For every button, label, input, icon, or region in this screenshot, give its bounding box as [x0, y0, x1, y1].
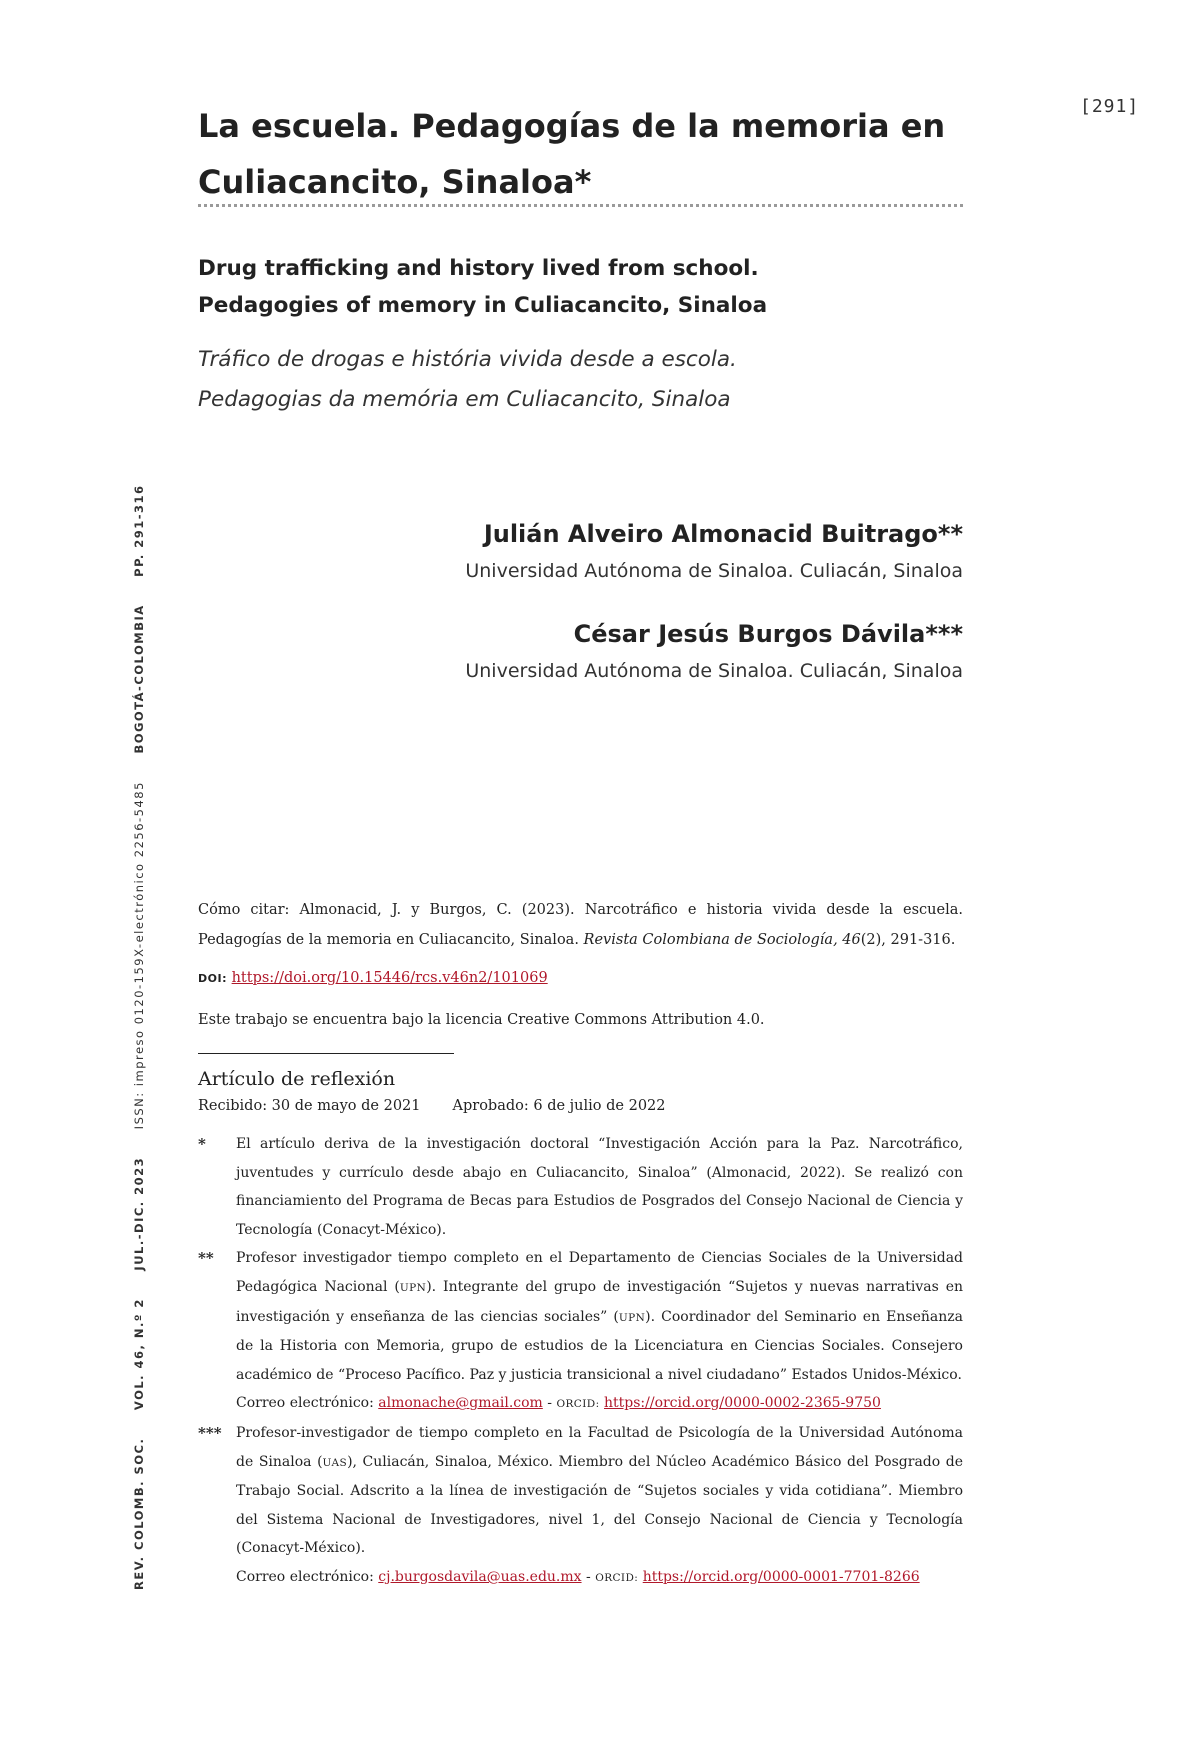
contact-line: Correo electrónico: almonache@gmail.com - ORCID: https://orcid.org/0000-0002-2365-9750	[236, 1395, 881, 1412]
author-name-1: Julián Alveiro Almonacid Buitrago**	[483, 520, 963, 548]
citation-text: Cómo citar: Almonacid, J. y Burgos, C. (2023). Narcotráfico e historia vivida desde la escuela. Pedagogías de la memoria en Culiacancito, Sinaloa.	[198, 902, 963, 948]
title-english-line1: Drug trafficking and history lived from school.	[198, 256, 759, 281]
footnote-3	[198, 1419, 963, 1593]
title-portuguese	[198, 340, 978, 420]
article-type: Artículo de reflexión	[198, 1068, 396, 1090]
approved-date: Aprobado: 6 de julio de 2022	[452, 1098, 666, 1114]
journal-pages: PP. 291-316	[132, 484, 146, 577]
footnote-mark: **	[198, 1249, 214, 1268]
doi-label: DOI:	[198, 972, 227, 985]
footnote-text: ), Culiacán, Sinaloa, México. Miembro del Núcleo Académico Básico del Posgrado de Trabajo Social. Adscrito a la línea de investigación de “Sujetos sociales y vida cotidiana”. Miembro del Sistema Nacional de Investigadores, nivel 1, del Consejo Nacional de Ciencia y Tecnología (Conacyt-México).	[236, 1453, 964, 1557]
footnote-abbr: UPN	[618, 1311, 646, 1324]
journal-volume: VOL. 46, N.º 2	[132, 1298, 146, 1411]
author-affiliation-2: Universidad Autónoma de Sinaloa. Culiacán, Sinaloa	[465, 660, 963, 682]
footnote-text: Profesor investigador tiempo completo en el Departamento de Ciencias Sociales de la Universidad Pedagógica Nacional (	[236, 1250, 963, 1295]
footnote-abbr: UAS	[322, 1456, 348, 1469]
author-affiliation-1: Universidad Autónoma de Sinaloa. Culiacán, Sinaloa	[465, 560, 963, 582]
received-date: Recibido: 30 de mayo de 2021	[198, 1098, 421, 1114]
author-block	[400, 512, 963, 712]
article-dates	[198, 1098, 666, 1114]
footnote-text: El artículo deriva de la investigación doctoral “Investigación Acción para la Paz. Narcotráfico, juventudes y currículo desde abajo en Culiacancito, Sinaloa” (Almonacid, 2022). Se realizó con financiamiento del Programa de Becas para Estudios de Posgrados del Consejo Nacional de Ciencia y Tecnología (Conacyt-México).	[236, 1136, 963, 1238]
contact-line: Correo electrónico: cj.burgosdavila@uas.edu.mx - ORCID: https://orcid.org/0000-0001-7701-8266	[236, 1568, 920, 1585]
citation-volume: , 46	[833, 932, 861, 948]
doi-link[interactable]: https://doi.org/10.15446/rcs.v46n2/101069	[231, 970, 548, 986]
footnote-mark: ***	[198, 1423, 222, 1442]
footnote-text: Profesor-investigador de tiempo completo en la Facultad de Psicología de la Universidad Autónoma de Sinaloa (	[236, 1424, 963, 1470]
article-title	[198, 98, 978, 210]
orcid-link[interactable]: https://orcid.org/0000-0001-7701-8266	[642, 1568, 920, 1585]
doi-line	[198, 970, 963, 986]
title-portuguese-line2: Pedagogias da memória em Culiacancito, Sinaloa	[198, 387, 731, 412]
title-dotted-divider	[198, 204, 963, 207]
email-link[interactable]: cj.burgosdavila@uas.edu.mx	[378, 1568, 582, 1585]
article-title-line1: La escuela. Pedagogías de la memoria en	[198, 107, 946, 145]
license-note: Este trabajo se encuentra bajo la licencia Creative Commons Attribution 4.0.	[198, 1012, 765, 1028]
footnote-mark: *	[198, 1135, 206, 1153]
journal-abbrev: REV. COLOMB. SOC.	[132, 1437, 146, 1590]
page-number: [291]	[1080, 96, 1140, 117]
footnote-1	[198, 1130, 963, 1244]
email-label: Correo electrónico:	[236, 1395, 379, 1412]
citation-journal: Revista Colombiana de Sociología	[583, 932, 834, 948]
footnote-abbr: UPN	[399, 1281, 427, 1294]
footnote-2	[198, 1244, 963, 1419]
title-portuguese-line1: Tráfico de drogas e história vivida desde a escola.	[198, 347, 737, 372]
section-divider	[198, 1053, 454, 1054]
email-link[interactable]: almonache@gmail.com	[378, 1395, 543, 1412]
how-to-cite	[198, 895, 963, 955]
title-english-line2: Pedagogies of memory in Culiacancito, Sinaloa	[198, 293, 768, 318]
orcid-label: ORCID:	[595, 1571, 639, 1584]
footnote-text: ). Integrante del grupo de investigación “Sujetos y nuevas narrativas en investigación y enseñanza de las ciencias sociales” (	[236, 1278, 963, 1325]
footnote-text: ). Coordinador del Seminario en Enseñanza de la Historia con Memoria, grupo de estudios de la Licenciatura en Ciencias Sociales. Consejero académico de “Proceso Pacífico. Paz y justicia transicional a nivel ciudadano” Estados Unidos-México.	[236, 1308, 963, 1383]
journal-side-strip	[132, 484, 146, 1590]
journal-issn: ISSN: impreso 0120-159X-electrónico 2256-5485	[132, 781, 146, 1130]
email-label: Correo electrónico:	[236, 1568, 379, 1585]
journal-period: JUL.-DIC. 2023	[132, 1156, 146, 1271]
footnotes	[198, 1130, 963, 1593]
article-title-line2: Culiacancito, Sinaloa*	[198, 163, 592, 201]
author-name-2: César Jesús Burgos Dávila***	[573, 620, 963, 648]
orcid-label: ORCID:	[556, 1398, 600, 1411]
title-english	[198, 250, 978, 324]
journal-city: BOGOTÁ-COLOMBIA	[132, 604, 146, 754]
orcid-link[interactable]: https://orcid.org/0000-0002-2365-9750	[604, 1395, 881, 1412]
citation-suffix: (2), 291-316.	[860, 932, 956, 948]
